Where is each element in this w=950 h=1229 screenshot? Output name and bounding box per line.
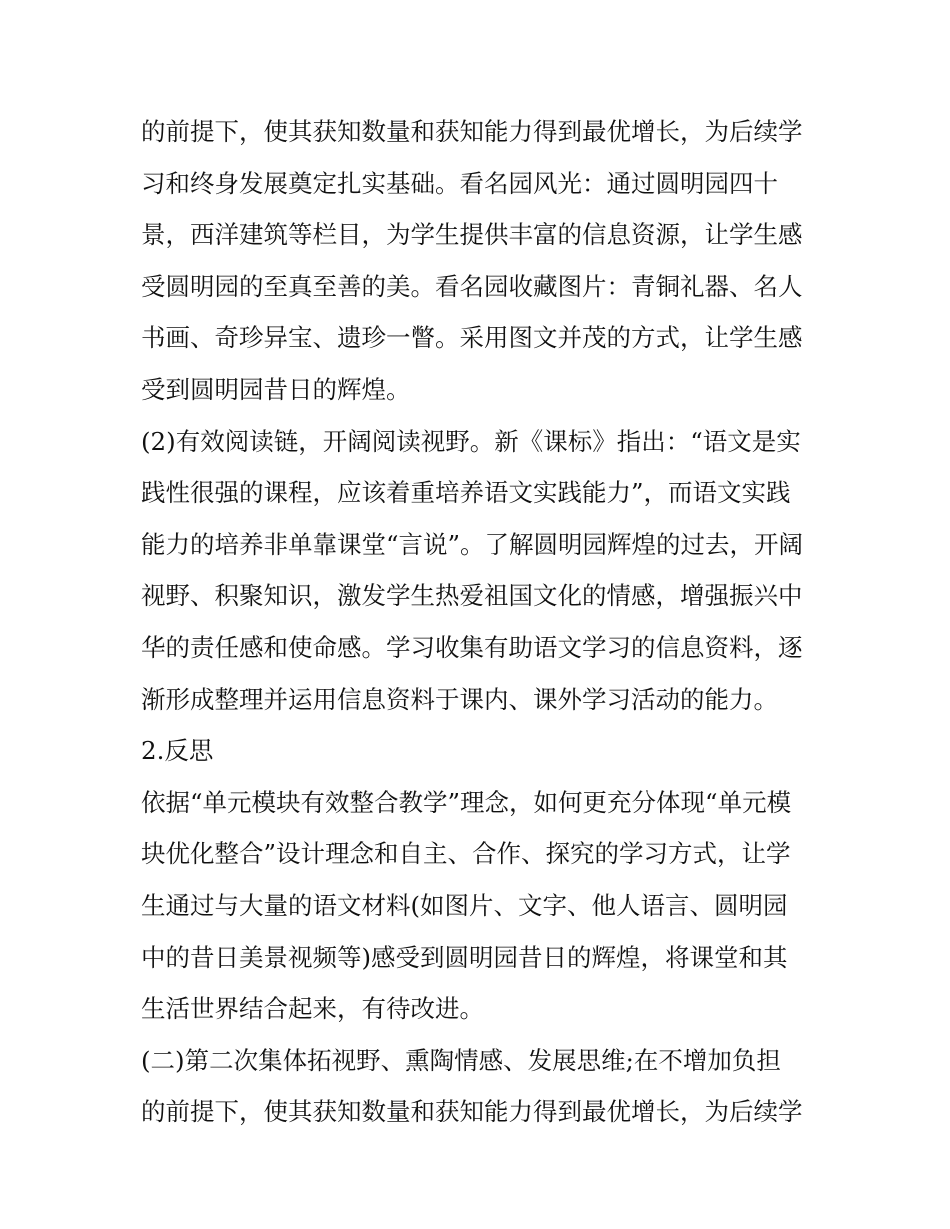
text-line: 的前提下，使其获知数量和获知能力得到最优增长，为后续学 — [141, 117, 803, 146]
text-line: 视野、积聚知识，激发学生热爱祖国文化的情感，增强振兴中 — [141, 581, 803, 611]
text-line: 践性很强的课程，应该着重培养语文实践能力”，而语文实践 — [141, 478, 791, 508]
body-text — [141, 106, 841, 1138]
text-line: 依据“单元模块有效整合教学”理念，如何更充分体现“单元模 — [141, 787, 792, 817]
text-line: 生活世界结合起来，有待改进。 — [141, 994, 484, 1024]
text-line: 能力的培养非单靠课堂“言说”。了解圆明园辉煌的过去，开阔 — [141, 529, 804, 559]
text-line: 受到圆明园昔日的辉煌。 — [141, 374, 411, 404]
text-line: (二)第二次集体拓视野、熏陶情感、发展思维;在不增加负担 — [141, 1045, 781, 1075]
text-line: 生通过与大量的语文材料(如图片、文字、他人语言、圆明园 — [141, 890, 788, 920]
text-line: 景，西洋建筑等栏目，为学生提供丰富的信息资源，让学生感 — [141, 220, 803, 250]
text-line: 受圆明园的至真至善的美。看名园收藏图片：青铜礼器、名人 — [141, 271, 803, 301]
text-line: 中的昔日美景视频等)感受到圆明园昔日的辉煌，将课堂和其 — [141, 942, 788, 972]
text-line: 书画、奇珍异宝、遗珍一瞥。采用图文并茂的方式，让学生感 — [141, 323, 803, 353]
text-line: (2)有效阅读链，开阔阅读视野。新《课标》指出：“语文是实 — [141, 426, 801, 456]
text-line: 渐形成整理并运用信息资料于课内、课外学习活动的能力。 — [141, 684, 778, 714]
text-line: 习和终身发展奠定扎实基础。看名园风光：通过圆明园四十 — [141, 168, 778, 198]
text-line: 华的责任感和使命感。学习收集有助语文学习的信息资料，逐 — [141, 632, 803, 662]
text-line: 块优化整合”设计理念和自主、合作、探究的学习方式，让学 — [141, 839, 791, 869]
section-heading: 2.反思 — [141, 736, 214, 766]
text-line: 的前提下，使其获知数量和获知能力得到最优增长，为后续学 — [141, 1097, 803, 1127]
